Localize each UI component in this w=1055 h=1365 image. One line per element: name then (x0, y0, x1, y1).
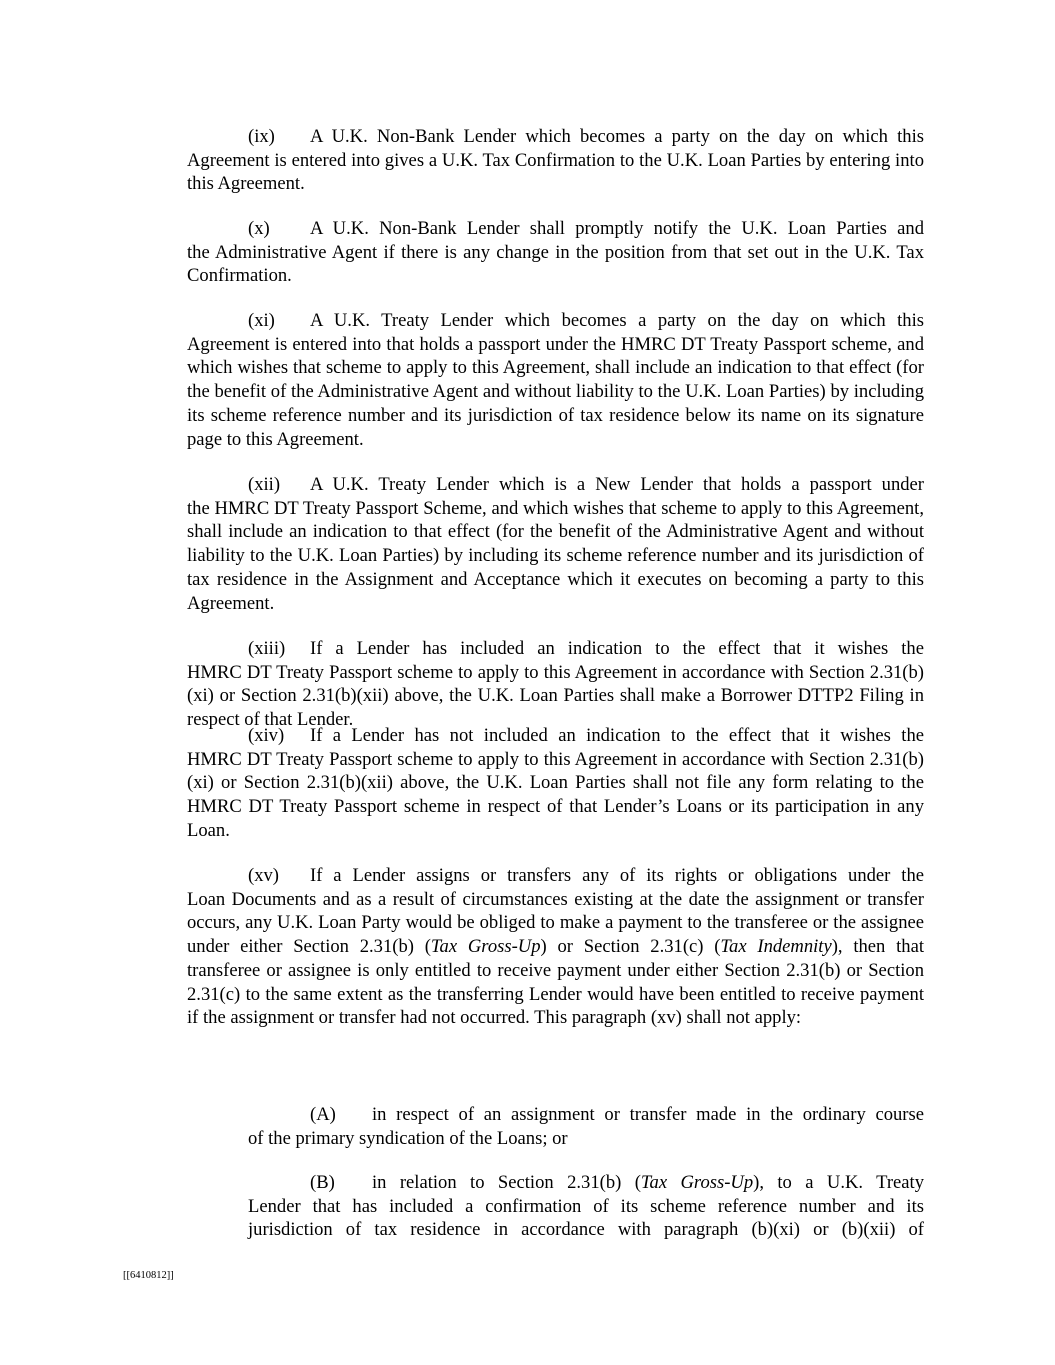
subparagraph-text: of the primary syndication of the Loans; or (248, 1127, 568, 1149)
paragraph-first-line: If a Lender assigns or transfers any of its rights or obligations under the (310, 865, 924, 886)
subparagraph-B: (B) in relation to Section 2.31(b) (Tax Gross-Up), to a U.K. Treaty Lender that has included a confirmation of its scheme reference number and its jurisdiction of tax residence in accordance with paragraph (b)(xi) or (b)(xii) of (248, 1172, 924, 1241)
paragraph-xv (187, 864, 924, 1030)
paragraph-text: HMRC DT Treaty Passport scheme to apply to this Agreement in accordance with Section 2.31(b)(xi) or Section 2.31(b)(xii) above, the U.K. Loan Parties shall not file any form relating to the HMRC DT Treaty Passport scheme in respect of that Lender’s Loans or its participation in any Loan. (187, 748, 924, 841)
paragraph-number: (xii) (248, 474, 281, 495)
paragraph-number: (x) (248, 218, 270, 239)
defined-term: Tax Gross-Up (640, 1172, 754, 1193)
paragraph-xii (187, 473, 924, 615)
paragraph-text: Agreement is entered into gives a U.K. Tax Confirmation to the U.K. Loan Parties by entering into this Agreement. (187, 149, 924, 195)
paragraph-ix (187, 125, 924, 196)
defined-term: Tax Indemnity (720, 936, 832, 958)
paragraph-number: (ix) (248, 126, 275, 147)
paragraph-text: HMRC DT Treaty Passport scheme to apply to this Agreement in accordance with Section 2.31(b)(xi) or Section 2.31(b)(xii) above, the U.K. Loan Parties shall make a Borrower DTTP2 Filing in respect of that Lender. (187, 661, 924, 731)
paragraph-xi (187, 309, 924, 451)
paragraph-number: (xv) (248, 865, 279, 886)
subparagraph-text: Lender that has included a confirmation of its scheme reference number and its jurisdiction of tax residence in accordance with paragraph (b)(xi) or (b)(xii) of (248, 1195, 924, 1241)
paragraph-text: Loan Documents and as a result of circumstances existing at the date the assignment or transfer occurs, any U.K. Loan Party would be obliged to make a payment to the transferee or the assignee under either Section 2.31(b) (Tax Gross-Up) or Section 2.31(c) (Tax Indemnity), then that transferee or assignee is only entitled to receive payment under either Section 2.31(b) or Section 2.31(c) to the same extent as the transferring Lender would have been entitled to receive payment if the assignment or transfer had not occurred. This paragraph (xv) shall not apply: (187, 888, 924, 1029)
paragraph-first-line: A U.K. Treaty Lender which is a New Lender that holds a passport under (310, 474, 924, 495)
defined-term: Tax Gross-Up (430, 936, 541, 958)
paragraph-number: (xiv) (248, 725, 285, 746)
paragraph-number: (xi) (248, 310, 275, 331)
subparagraph-first-line: in respect of an assignment or transfer made in the ordinary course (372, 1104, 924, 1125)
paragraph-x (187, 217, 924, 288)
paragraph-number: (xiii) (248, 638, 286, 659)
paragraph-first-line: A U.K. Non-Bank Lender shall promptly notify the U.K. Loan Parties and (310, 218, 924, 239)
document-id-footer: [[6410812]] (123, 1270, 174, 1281)
paragraph-first-line: If a Lender has included an indication to the effect that it wishes the (310, 638, 924, 659)
paragraph-xiv (187, 724, 924, 843)
paragraph-xiii (187, 637, 924, 732)
paragraph-text: the Administrative Agent if there is any change in the position from that set out in the U.K. Tax Confirmation. (187, 241, 924, 287)
paragraph-text: Agreement is entered into that holds a passport under the HMRC DT Treaty Passport scheme, and which wishes that scheme to apply to this Agreement, shall include an indication to that effect (for the benefit of the Administrative Agent and without liability to the U.K. Loan Parties) by including its scheme reference number and its jurisdiction of tax residence below its name on its signature page to this Agreement. (187, 333, 924, 450)
paragraph-first-line: A U.K. Treaty Lender which becomes a party on the day on which this (310, 310, 924, 331)
paragraph-first-line: A U.K. Non-Bank Lender which becomes a party on the day on which this (310, 126, 924, 147)
subparagraph-number: (A) (310, 1104, 336, 1125)
paragraph-first-line: If a Lender has not included an indication to the effect that it wishes the (310, 725, 924, 746)
subparagraph-A (248, 1103, 924, 1150)
subparagraph-number: (B) (310, 1172, 335, 1193)
paragraph-text: the HMRC DT Treaty Passport Scheme, and which wishes that scheme to apply to this Agreement, shall include an indication to that effect (for the benefit of the Administrative Agent and without liability to the U.K. Loan Parties) by including its scheme reference number and its jurisdiction of tax residence in the Assignment and Acceptance which it executes on becoming a party to this Agreement. (187, 497, 924, 614)
